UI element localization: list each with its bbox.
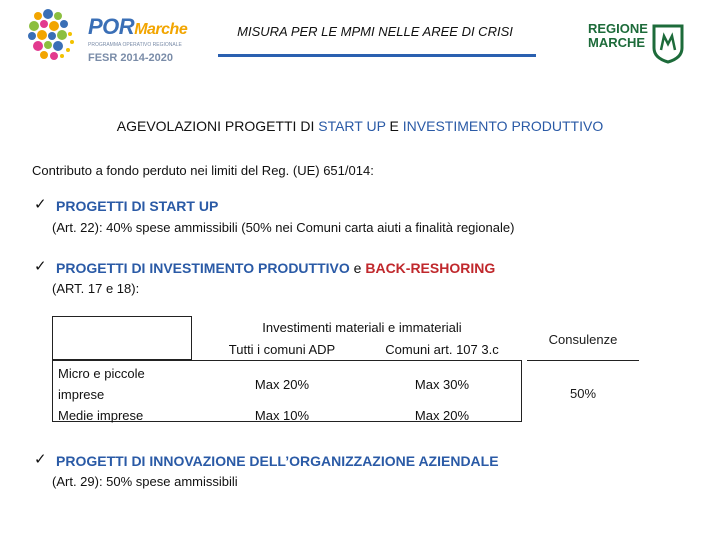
section-sub-start-up: (Art. 22): 40% spese ammissibili (50% nei Comuni carta aiuti a finalità regionale)	[52, 220, 515, 235]
row-label: imprese	[58, 387, 105, 402]
consulenze-column	[523, 316, 643, 422]
regione-shield-icon	[652, 24, 684, 64]
row-label: Medie imprese	[58, 408, 144, 423]
col-header-adp: Tutti i comuni ADP	[228, 342, 336, 357]
col-header-107: Comuni art. 107 3.c	[385, 342, 499, 357]
group-header: Investimenti materiali e immateriali	[262, 320, 462, 335]
row-label: Micro e piccole	[58, 366, 145, 381]
table-corner-cell	[52, 316, 192, 360]
por-fesr: FESR 2014-2020	[88, 52, 173, 64]
col-header-consulenze: Consulenze	[548, 332, 618, 347]
section-title-start-up: PROGETTI DI START UP	[56, 198, 219, 214]
regione-marche-logo	[588, 22, 698, 70]
section-sub-investimento: (ART. 17 e 18):	[52, 281, 140, 296]
table-cell: Max 10%	[254, 408, 310, 423]
table-cell: Max 30%	[414, 377, 470, 392]
section-title-investimento: PROGETTI DI INVESTIMENTO PRODUTTIVO e BACK-RESHORING	[56, 260, 496, 276]
por-marche-logo	[26, 8, 186, 68]
aid-table	[52, 316, 522, 424]
table-cell: Max 20%	[254, 377, 310, 392]
header-underline	[218, 54, 536, 57]
main-title: AGEVOLAZIONI PROGETTI DI START UP E INVESTIMENTO PRODUTTIVO	[116, 118, 604, 134]
por-subtitle: PROGRAMMA OPERATIVO REGIONALE	[88, 42, 182, 48]
check-icon: ✓	[34, 451, 47, 468]
check-icon: ✓	[34, 196, 47, 213]
check-icon: ✓	[34, 258, 47, 275]
consulenze-value: 50%	[569, 386, 597, 401]
section-title-innovazione: PROGETTI DI INNOVAZIONE DELL’ORGANIZZAZIONE AZIENDALE	[56, 453, 499, 469]
intro-text: Contributo a fondo perduto nei limiti del Reg. (UE) 651/014:	[32, 163, 374, 178]
section-sub-innovazione: (Art. 29): 50% spese ammissibili	[52, 474, 238, 489]
por-dots-icon	[26, 8, 86, 68]
regione-text: REGIONE MARCHE	[588, 21, 648, 50]
table-cell: Max 20%	[414, 408, 470, 423]
page-header-title: MISURA PER LE MPMI NELLE AREE DI CRISI	[237, 24, 513, 39]
por-title: PORMarche	[88, 14, 188, 39]
consulenze-divider	[527, 360, 639, 361]
